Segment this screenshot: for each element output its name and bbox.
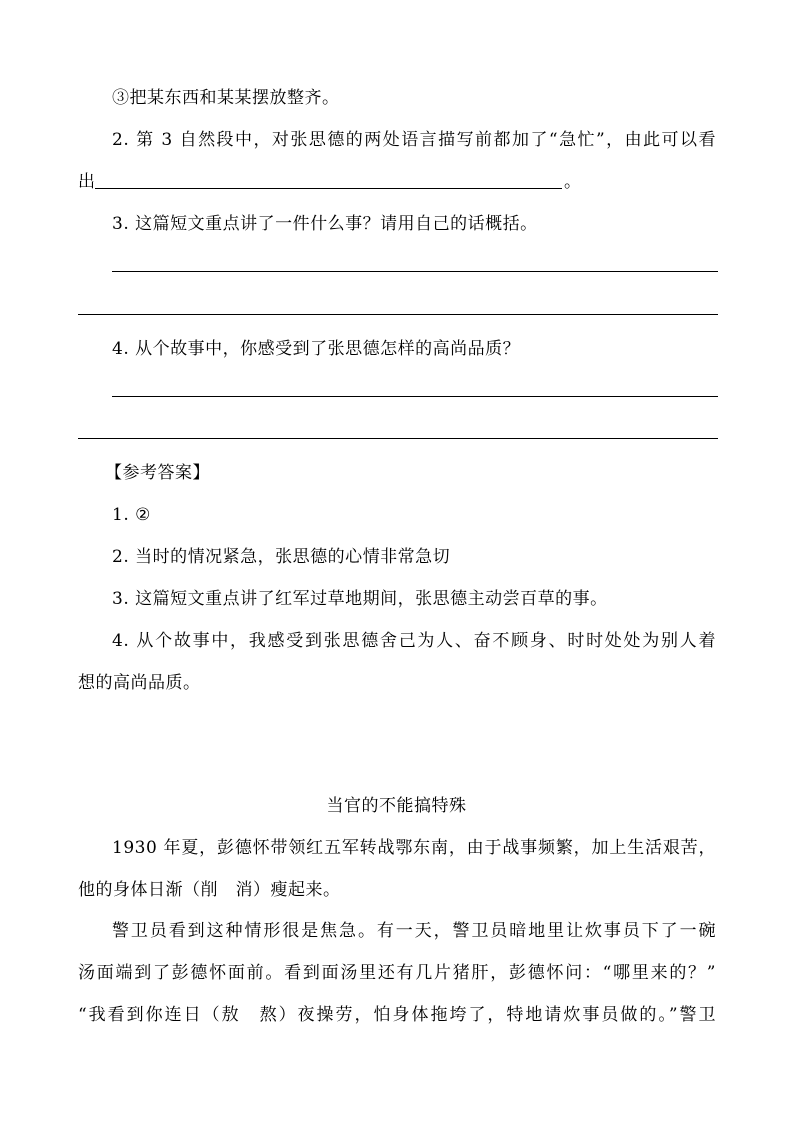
story-p2-l2-text: 汤面端到了彭德怀面前。看到面汤里还有几片猪肝，彭德怀问：“哪里来的？”: [78, 963, 716, 983]
question-1-option-3: ③把某东西和某某摆放整齐。: [112, 88, 340, 108]
answer-1: 1. ②: [112, 505, 151, 525]
story-paragraph-2-line-1: [112, 919, 716, 943]
story-paragraph-2-line-3: [78, 1003, 716, 1027]
answer-2: 2. 当时的情况紧急，张思德的心情非常急切: [112, 547, 451, 567]
story-paragraph-1-line-1: [112, 836, 716, 860]
question-2-text: 2. 第 3 自然段中，对张思德的两处语言描写前都加了“急忙”，由此可以看: [112, 130, 716, 150]
story-paragraph-1-line-2: 他的身体日渐（削 消）瘦起来。: [78, 880, 341, 900]
question-4-answer-line-1[interactable]: [112, 396, 718, 397]
answer-4-line-1: [112, 629, 716, 653]
question-4-text: 4. 从个故事中，你感受到了张思德怎样的高尚品质？: [112, 339, 521, 359]
question-3-answer-line-2[interactable]: [78, 314, 718, 315]
answer-4-text: 4. 从个故事中，我感受到张思德舍己为人、奋不顾身、时时处处为别人着: [112, 631, 716, 651]
answer-3: 3. 这篇短文重点讲了红军过草地期间，张思德主动尝百草的事。: [112, 589, 608, 609]
question-2-line-2: [78, 170, 96, 194]
story-p1-l1-text: 1930 年夏，彭德怀带领红五军转战鄂东南，由于战事频繁，加上生活艰苦，: [112, 838, 716, 858]
question-3-answer-line-1[interactable]: [112, 271, 718, 272]
story-title: 当官的不能搞特殊: [326, 796, 467, 816]
question-4-answer-line-2[interactable]: [78, 438, 718, 439]
question-2-answer-blank[interactable]: [95, 188, 562, 189]
story-p2-l1-text: 警卫员看到这种情形很是焦急。有一天，警卫员暗地里让炊事员下了一碗: [112, 921, 716, 941]
answer-4-line-2: 想的高尚品质。: [78, 673, 201, 693]
story-p2-l3-text: “我看到你连日（敖 熬）夜操劳，怕身体拖垮了，特地请炊事员做的。”警卫: [78, 1005, 716, 1025]
question-3-text: 3. 这篇短文重点讲了一件什么事？请用自己的话概括。: [112, 214, 538, 234]
answers-heading: 【参考答案】: [105, 463, 210, 483]
question-2-line-1: [112, 128, 716, 152]
question-2-suffix: 。: [564, 172, 582, 192]
question-2-prefix: 出: [78, 172, 96, 192]
story-paragraph-2-line-2: [78, 961, 716, 985]
